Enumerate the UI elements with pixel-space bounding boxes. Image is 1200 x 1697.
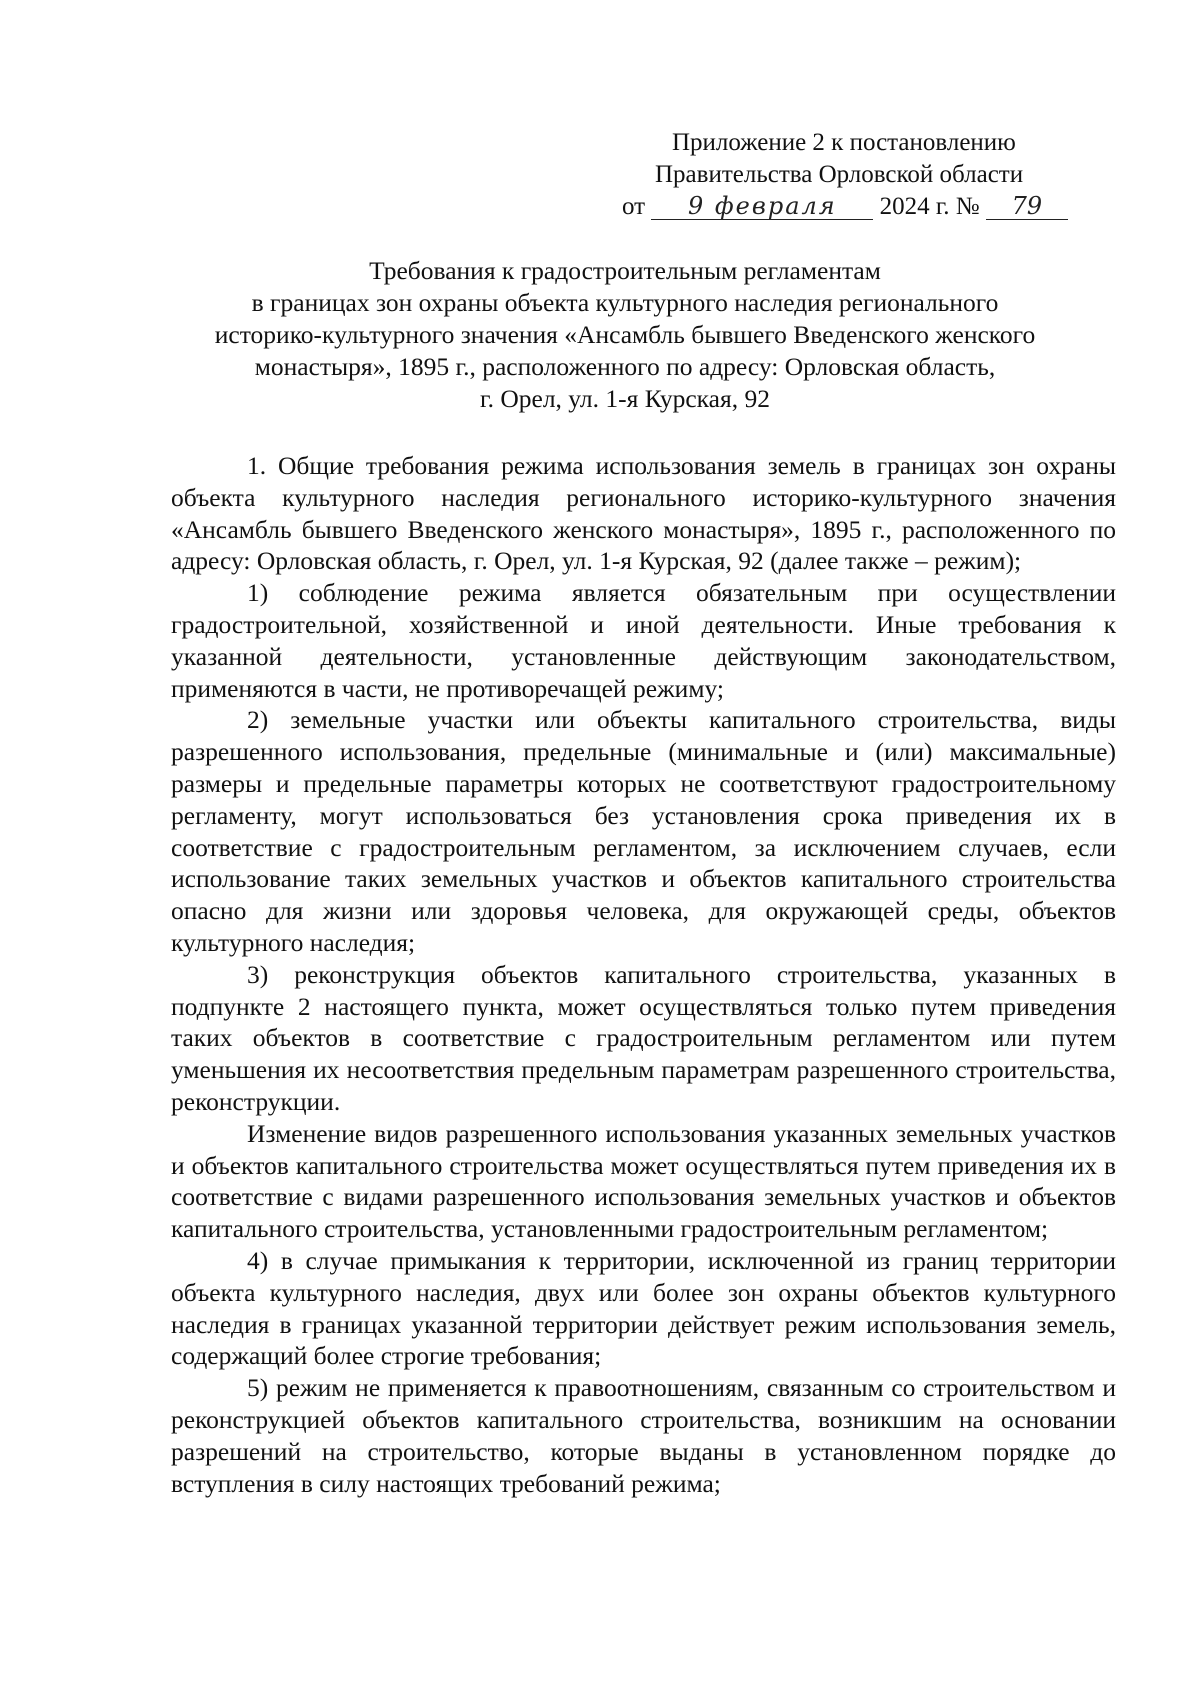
document-body — [171, 450, 1116, 1499]
paragraph-section-1: 1. Общие требования режима использования земель в границах зон охраны объекта культурного наследия регионального историко-культурного значения «Ансамбль бывшего Введенского женского монастыря», 1895 г., расположенного по адресу: Орловская область, г. Орел, ул. 1-я Курская, 92 (далее также – режим); — [171, 451, 1116, 576]
paragraph-item-4: 4) в случае примыкания к территории, исключенной из границ территории объекта культурного наследия, двух или более зон охраны объектов культурного наследия в границах указанной территории действует режим использования земель, содержащий более строгие требования; — [171, 1245, 1116, 1371]
title-line: Требования к градостроительным регламентам — [369, 256, 881, 285]
title-line: в границах зон охраны объекта культурного наследия регионального — [251, 288, 999, 317]
appendix-header — [600, 127, 1120, 223]
appendix-date-line — [600, 191, 1120, 223]
title-line: г. Орел, ул. 1-я Курская, 92 — [480, 384, 770, 413]
title-line: историко-культурного значения «Ансамбль бывшего Введенского женского — [214, 320, 1036, 349]
paragraph-item-3-continued: Изменение видов разрешенного использования указанных земельных участков и объектов капитального строительства может осуществляться путем приведения их в соответствие с видами разрешенного использования земельных участков и объектов капитального строительства, установленными градостроительным регламентом; — [171, 1118, 1116, 1244]
title-line: монастыря», 1895 г., расположенного по адресу: Орловская область, — [254, 352, 996, 381]
paragraph-item-2: 2) земельные участки или объекты капитального строительства, виды разрешенного использования, предельные (минимальные и (или) максимальные) размеры и предельные параметры которых не соответствуют градостроительному регламенту, могут использоваться без установления срока приведения их в соответствие с градостроительным регламентом, за исключением случаев, если использование таких земельных участков и объектов капитального строительства опасно для жизни или здоровья человека, для окружающей среды, объектов культурного наследия; — [171, 705, 1116, 957]
appendix-line-1: Приложение 2 к постановлению — [672, 129, 1016, 156]
appendix-line-2: Правительства Орловской области — [655, 161, 1024, 188]
handwritten-date: 9 февраля — [651, 193, 873, 220]
appendix-year: 2024 г. № — [879, 193, 980, 220]
handwritten-number: 79 — [986, 193, 1068, 220]
document-title — [160, 255, 1090, 415]
paragraph-item-1: 1) соблюдение режима является обязательным при осуществлении градостроительной, хозяйственной и иной деятельности. Иные требования к указанной деятельности, установленные действующим законодательством, применяются в части, не противоречащей режиму; — [171, 578, 1116, 703]
appendix-prefix: от — [622, 193, 646, 220]
paragraph-item-5: 5) режим не применяется к правоотношениям, связанным со строительством и реконструкцией объектов капитального строительства, возникшим на основании разрешений на строительство, которые выданы в установленном порядке до вступления в силу настоящих требований режима; — [171, 1373, 1116, 1498]
paragraph-item-3: 3) реконструкция объектов капитального строительства, указанных в подпункте 2 настоящего пункта, может осуществляться только путем приведения таких объектов в соответствие с градостроительным регламентом или путем уменьшения их несоответствия предельным параметрам разрешенного строительства, реконструкции. — [171, 959, 1116, 1116]
